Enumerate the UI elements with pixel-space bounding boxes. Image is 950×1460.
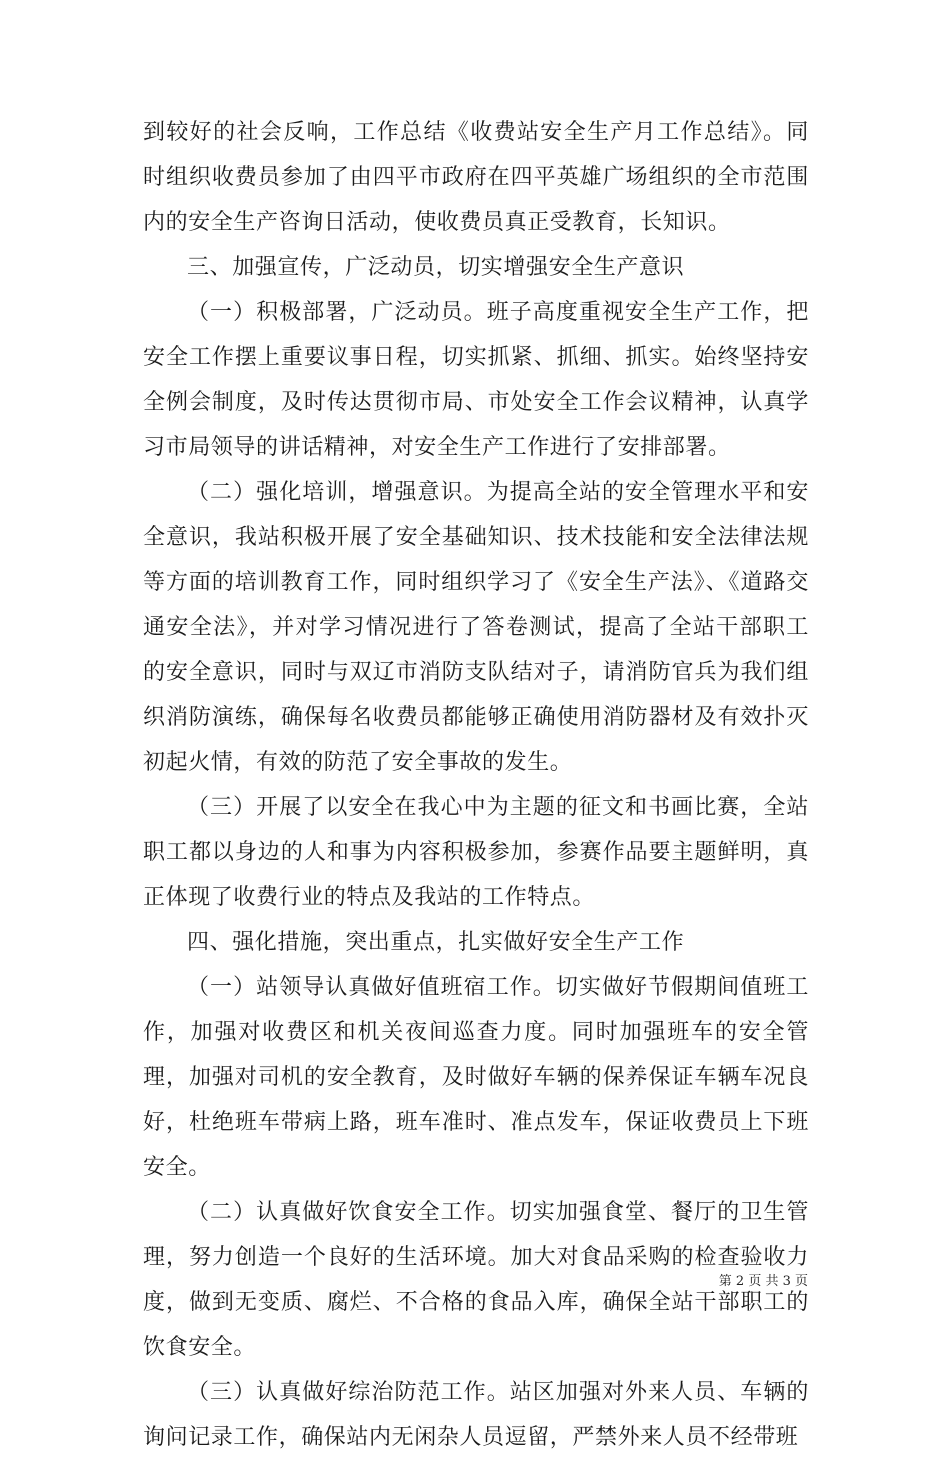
paragraph-continuation: 到较好的社会反响，工作总结《收费站安全生产月工作总结》。同时组织收费员参加了由四平市政府在四平英雄广场组织的全市范围内的安全生产咨询日活动，使收费员真正受教育，长知识。 — [143, 120, 809, 235]
page-number: 第 2 页 共 3 页 — [718, 1274, 808, 1289]
section-heading-3: 三、加强宣传，广泛动员，切实增强安全生产意识 — [187, 255, 685, 280]
document-body — [143, 110, 809, 1460]
paragraph-3-3: （三）开展了以安全在我心中为主题的征文和书画比赛，全站职工都以身边的人和事为内容积极参加，参赛作品要主题鲜明，真正体现了收费行业的特点及我站的工作特点。 — [143, 795, 809, 910]
paragraph-3-2: （二）强化培训，增强意识。为提高全站的安全管理水平和安全意识，我站积极开展了安全基础知识、技术技能和安全法律法规等方面的培训教育工作，同时组织学习了《安全生产法》、《道路交通安全法》，并对学习情况进行了答卷测试，提高了全站干部职工的安全意识，同时与双辽市消防支队结对子，请消防官兵为我们组织消防演练，确保每名收费员都能够正确使用消防器材及有效扑灭初起火情，有效的防范了安全事故的发生。 — [143, 480, 809, 775]
paragraph-4-1: （一）站领导认真做好值班宿工作。切实做好节假期间值班工作，加强对收费区和机关夜间巡查力度。同时加强班车的安全管理，加强对司机的安全教育，及时做好车辆的保养保证车辆车况良好，杜绝班车带病上路，班车准时、准点发车，保证收费员上下班安全。 — [143, 975, 809, 1180]
section-heading-4: 四、强化措施，突出重点，扎实做好安全生产工作 — [187, 930, 685, 955]
paragraph-4-3: （三）认真做好综治防范工作。站区加强对外来人员、车辆的询问记录工作，确保站内无闲杂人员逗留，严禁外来人员不经带班 — [143, 1380, 809, 1450]
paragraph-3-1: （一）积极部署，广泛动员。班子高度重视安全生产工作，把安全工作摆上重要议事日程，切实抓紧、抓细、抓实。始终坚持安全例会制度，及时传达贯彻市局、市处安全工作会议精神，认真学习市局领导的讲话精神，对安全生产工作进行了安排部署。 — [143, 300, 809, 460]
paragraph-4-2: （二）认真做好饮食安全工作。切实加强食堂、餐厅的卫生管理，努力创造一个良好的生活环境。加大对食品采购的检查验收力度，做到无变质、腐烂、不合格的食品入库，确保全站干部职工的饮食安全。 — [143, 1200, 809, 1360]
